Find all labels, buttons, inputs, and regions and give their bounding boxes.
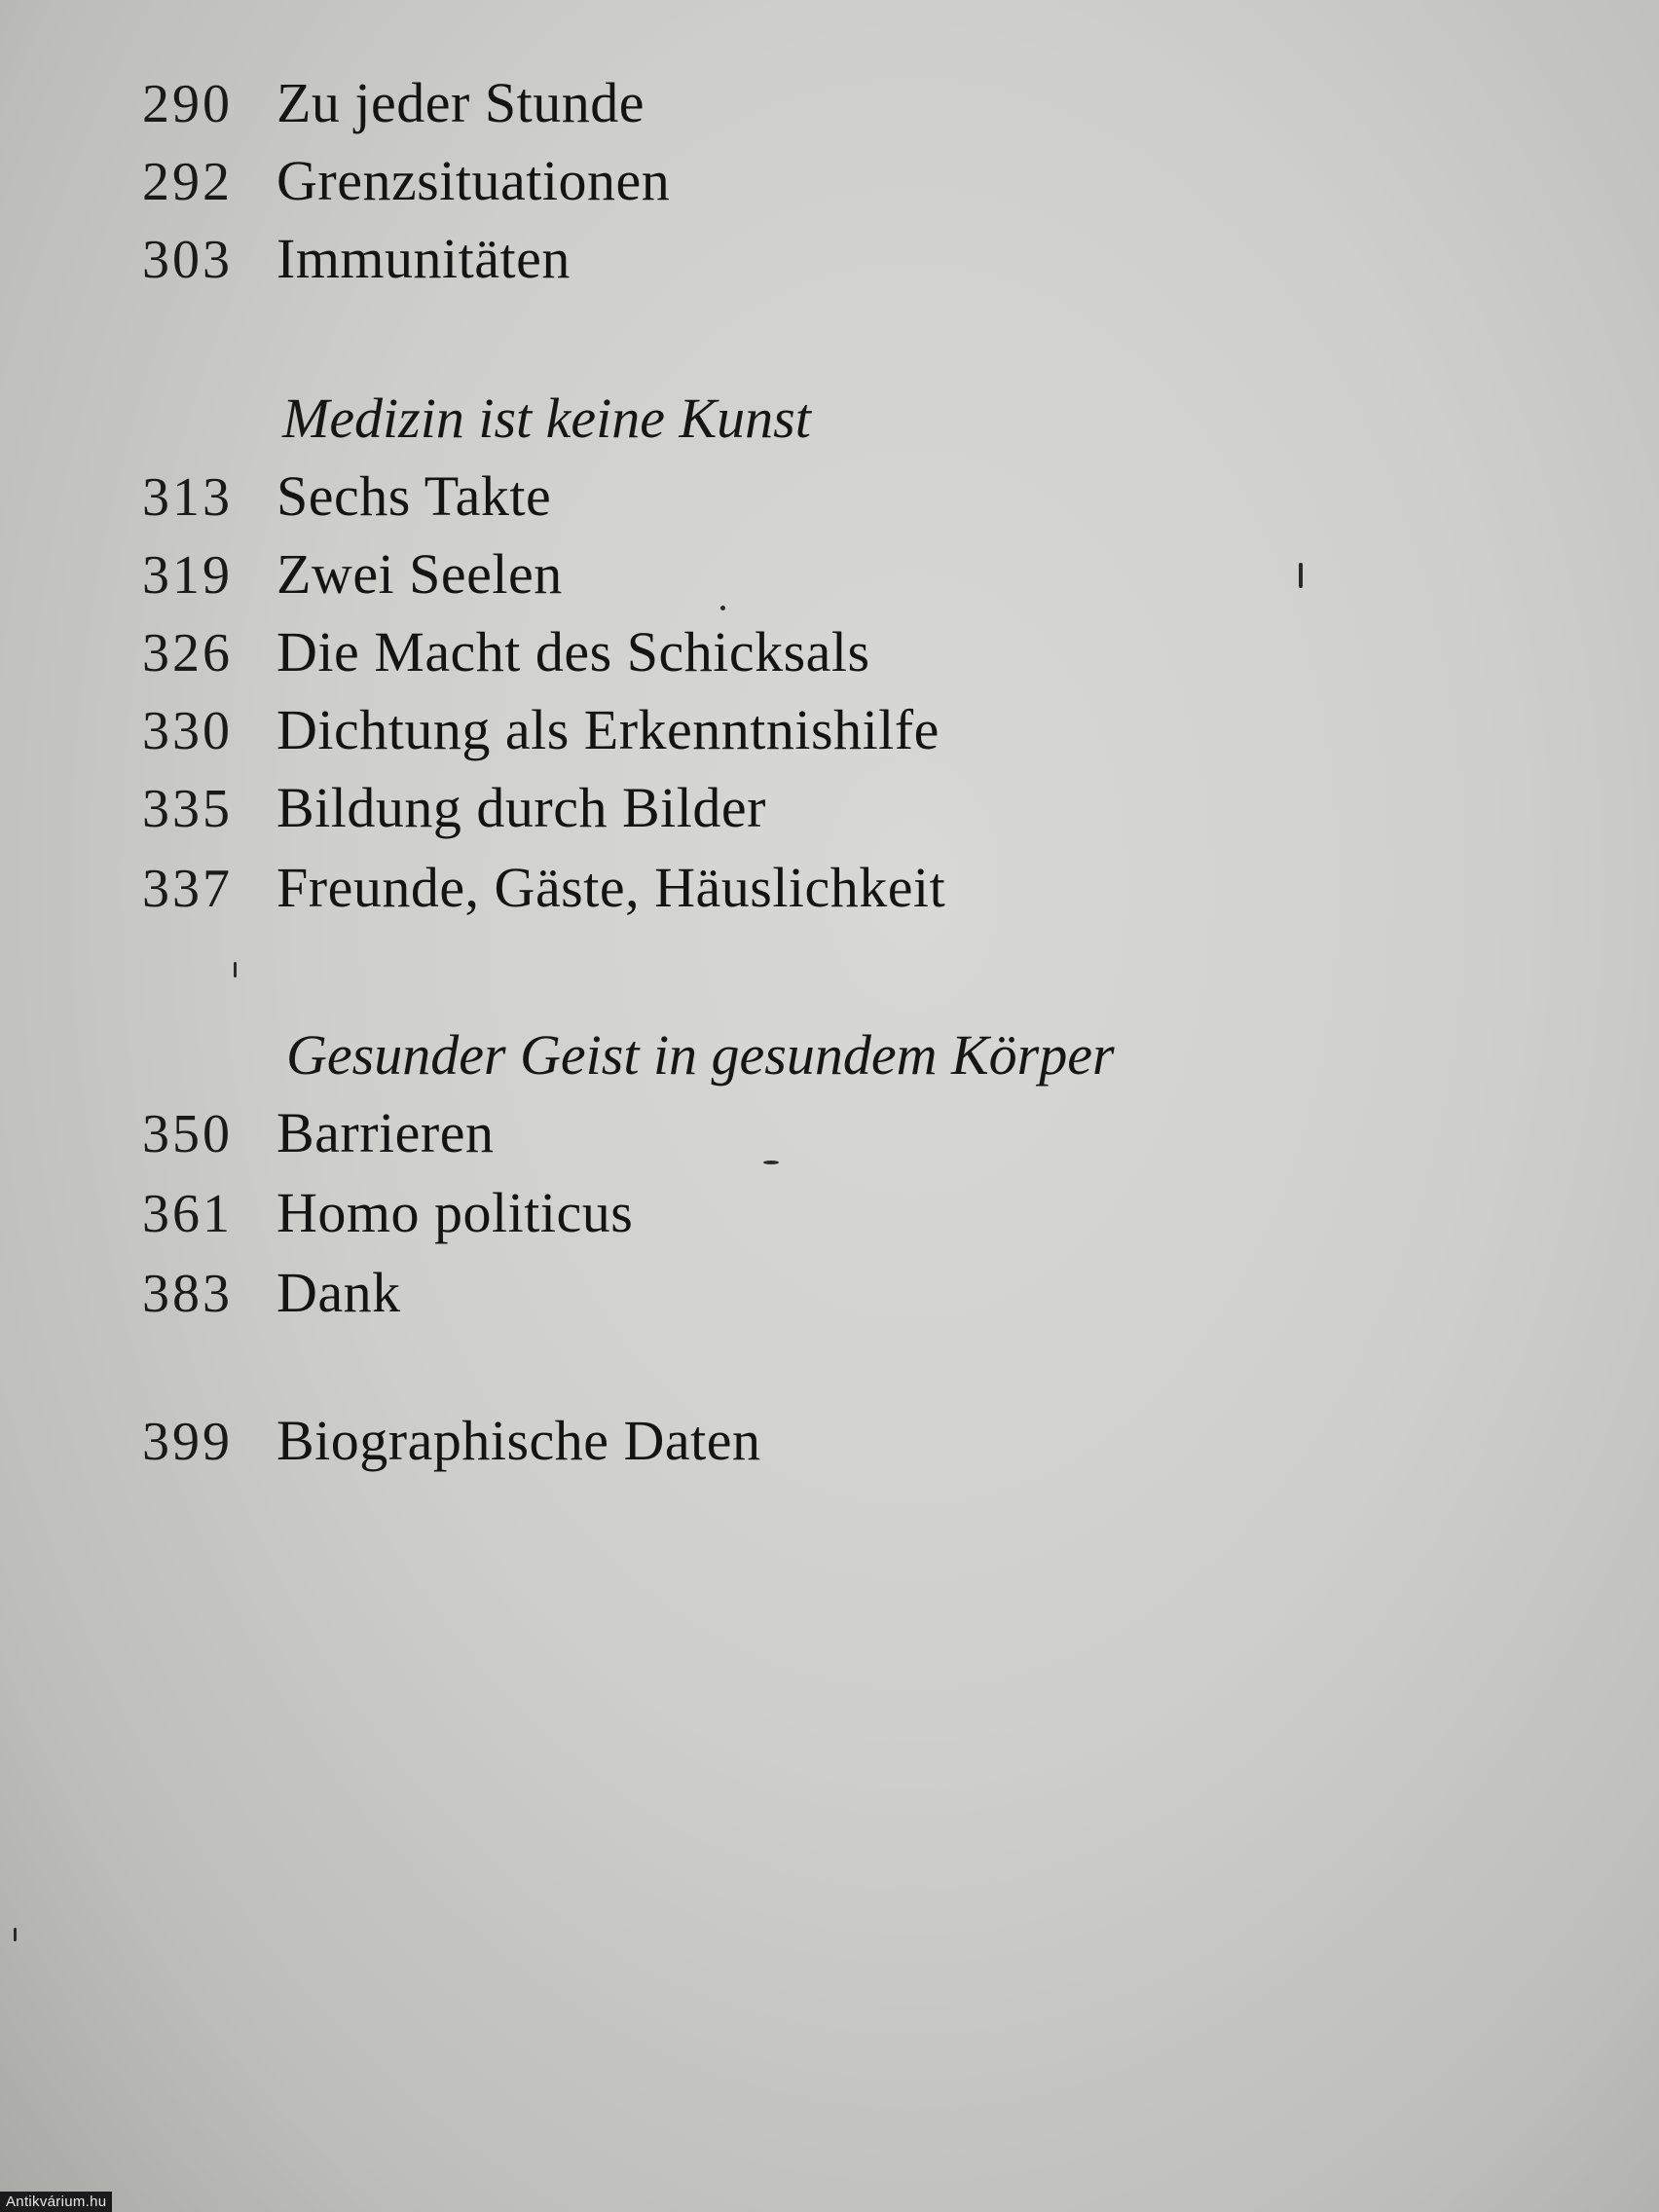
toc-entry (142, 1180, 633, 1258)
page-number: 361 (142, 1184, 233, 1244)
page-number: 290 (142, 74, 233, 134)
page-number: 303 (142, 230, 233, 290)
toc-entry (142, 463, 551, 541)
toc-entry (142, 619, 870, 697)
toc-entry (142, 1260, 401, 1338)
toc-entry (142, 855, 945, 933)
toc-entry (142, 1100, 494, 1178)
chapter-title: Biographische Daten (276, 1409, 761, 1472)
page-number: 292 (142, 152, 233, 212)
page-number: 399 (142, 1412, 233, 1472)
toc-entry (142, 697, 940, 775)
paper-speck (14, 1928, 17, 1941)
paper-speck (234, 962, 237, 977)
chapter-title: Grenzsituationen (276, 149, 671, 212)
toc-entry (142, 70, 645, 148)
page-number: 337 (142, 859, 233, 919)
chapter-title: Barrieren (276, 1101, 495, 1164)
toc-entry (142, 148, 670, 226)
page-number: 335 (142, 779, 233, 839)
section-heading: Medizin ist keine Kunst (282, 387, 811, 450)
chapter-title: Sechs Takte (276, 464, 552, 528)
page-number: 326 (142, 623, 233, 683)
chapter-title: Homo politicus (276, 1181, 634, 1244)
toc-entry (142, 775, 766, 853)
section-heading: Gesunder Geist in gesundem Körper (286, 1023, 1115, 1087)
toc-entry (142, 1408, 761, 1486)
chapter-title: Dank (276, 1261, 401, 1324)
page-number: 319 (142, 545, 233, 606)
chapter-title: Dichtung als Erkenntnishilfe (276, 698, 940, 761)
page-number: 313 (142, 467, 233, 528)
paper-speck (1299, 563, 1303, 588)
toc-entry (142, 226, 571, 304)
chapter-title: Bildung durch Bilder (276, 776, 766, 839)
chapter-title: Zwei Seelen (276, 542, 563, 606)
page-number: 383 (142, 1264, 233, 1324)
chapter-title: Die Macht des Schicksals (276, 620, 870, 683)
watermark-label: Antikvárium.hu (0, 2192, 112, 2212)
chapter-title: Zu jeder Stunde (276, 71, 645, 134)
chapter-title: Immunitäten (276, 227, 571, 290)
toc-entry (142, 541, 563, 619)
page-number: 330 (142, 701, 233, 761)
paper-speck (763, 1161, 779, 1164)
page-number: 350 (142, 1104, 233, 1164)
chapter-title: Freunde, Gäste, Häuslichkeit (276, 856, 946, 919)
paper-speck (720, 606, 725, 610)
